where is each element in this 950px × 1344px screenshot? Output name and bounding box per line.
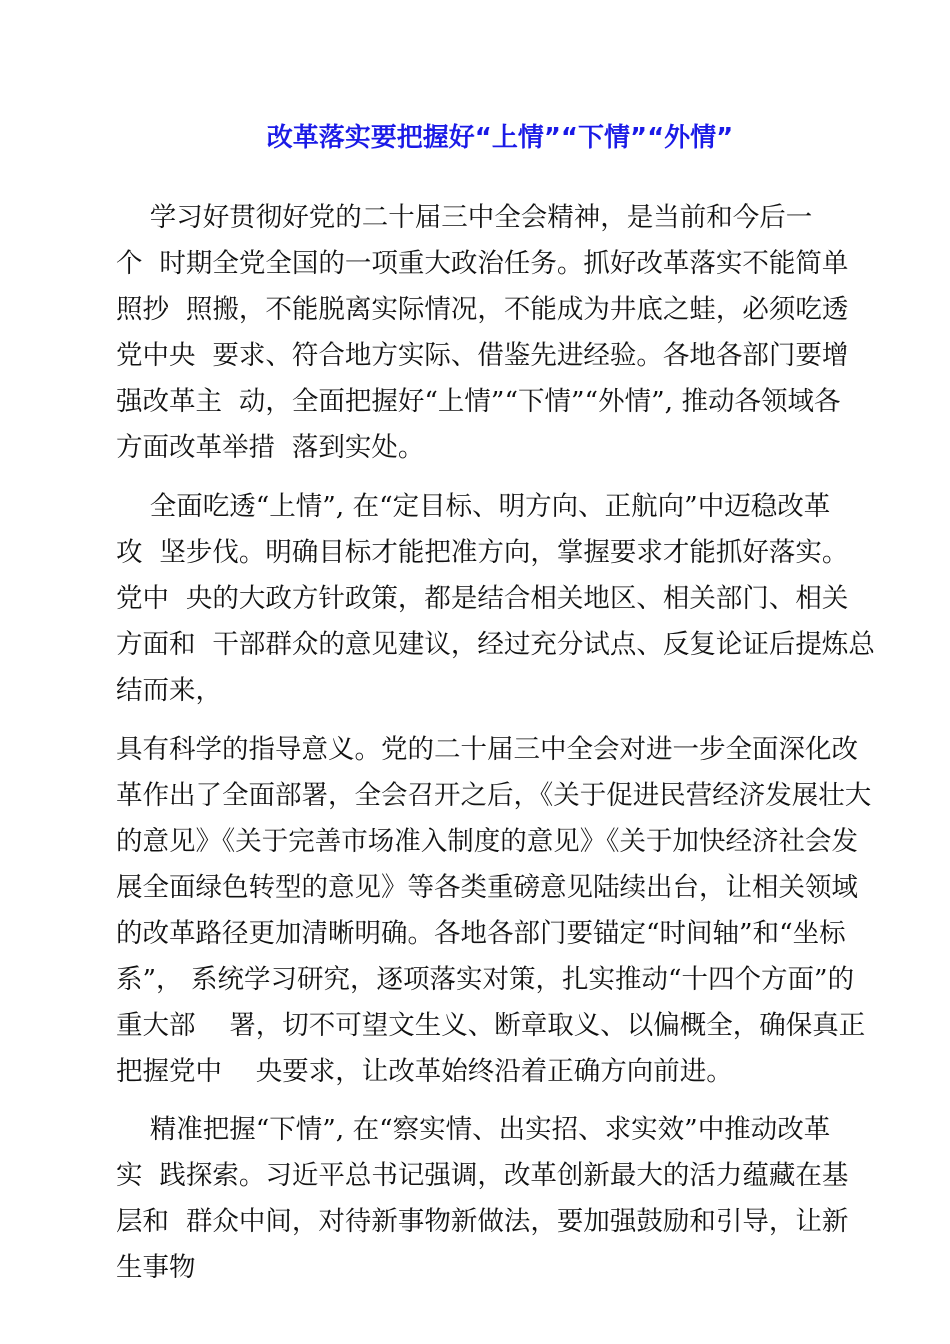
body-line: 具有科学的指导意义。党的二十届三中全会对进一步全面深化改: [116, 734, 858, 765]
body-line: 学习好贯彻好党的二十届三中全会精神，是当前和今后一: [116, 202, 813, 233]
body-line: 党中央 要求、符合地方实际、借鉴先进经验。各地各部门要增: [116, 340, 849, 371]
body-line: 攻 坚步伐。明确目标才能把准方向，掌握要求才能抓好落实。: [116, 537, 849, 568]
body-line: 照抄 照搬，不能脱离实际情况，不能成为井底之蛙，必须吃透: [116, 294, 849, 325]
body-line: 个 时期全党全国的一项重大政治任务。抓好改革落实不能简单: [116, 248, 849, 279]
body-line: 精准把握“下情”, 在“察实情、出实招、求实效”中推动改革: [116, 1114, 831, 1145]
body-line: 把握党中 央要求，让改革始终沿着正确方向前进。: [116, 1056, 733, 1087]
body-line: 的改革路径更加清晰明确。各地各部门要锚定“时间轴”和“坐标: [116, 918, 846, 949]
body-line: 革作出了全面部署，全会召开之后，《关于促进民营经济发展壮大: [116, 780, 872, 811]
body-line: 强改革主 动，全面把握好“上情”“下情”“外情”, 推动各领域各: [116, 386, 841, 417]
body-line: 展全面绿色转型的意见》等各类重磅意见陆续出台，让相关领域: [116, 872, 858, 903]
body-line: 结而来，: [116, 675, 222, 706]
document-title: 改革落实要把握好“上情”“下情”“外情”: [266, 123, 734, 153]
body-line: 生事物: [116, 1252, 196, 1283]
body-line: 全面吃透“上情”, 在“定目标、明方向、正航向”中迈稳改革: [116, 491, 831, 522]
body-line: 党中 央的大政方针政策，都是结合相关地区、相关部门、相关: [116, 583, 849, 614]
body-line: 系”， 系统学习研究，逐项落实对策，扎实推动“十四个方面”的: [116, 964, 855, 995]
body-line: 层和 群众中间，对待新事物新做法，要加强鼓励和引导，让新: [116, 1206, 849, 1237]
body-line: 实 践探索。习近平总书记强调，改革创新最大的活力蕴藏在基: [116, 1160, 849, 1191]
body-line: 方面和 干部群众的意见建议，经过充分试点、反复论证后提炼总: [116, 629, 875, 660]
body-line: 重大部 署，切不可望文生义、断章取义、以偏概全，确保真正: [116, 1010, 866, 1041]
body-line: 的意见》《关于完善市场准入制度的意见》《关于加快经济社会发: [116, 826, 858, 857]
body-line: 方面改革举措 落到实处。: [116, 432, 425, 463]
